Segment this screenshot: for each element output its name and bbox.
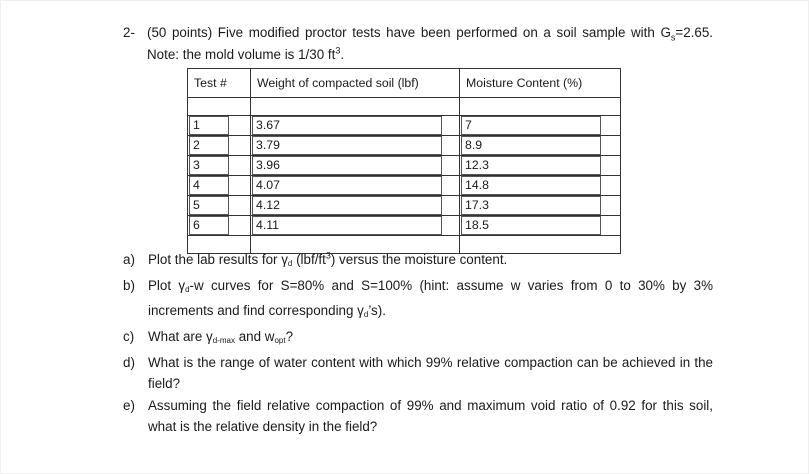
test-number-cell: 4: [189, 176, 229, 195]
sub-question-label: d): [123, 355, 135, 370]
table-row: [188, 216, 621, 236]
proctor-results-table: [187, 68, 621, 254]
table-row: [188, 196, 621, 216]
sub-question-label: a): [123, 252, 135, 267]
test-number-cell: 3: [189, 156, 229, 175]
moisture-cell: 12.3: [461, 156, 601, 175]
table-spacer-row: [188, 98, 621, 116]
table-row: [188, 136, 621, 156]
sub-question-d: d) What is the range of water content with which 99% relative compaction can be achieved in the field?: [123, 352, 713, 394]
weight-cell: 3.96: [252, 156, 442, 175]
specific-gravity-line: $G_s=2.65$. Note: the mold volume is 1/30 $ft^3$.: [147, 25, 713, 62]
weight-cell: 3.67: [252, 116, 442, 135]
sub-question-label: e): [123, 398, 135, 413]
table-header-row: [188, 69, 621, 98]
moisture-cell: 14.8: [461, 176, 601, 195]
table-row: [188, 116, 621, 136]
table-row: [188, 156, 621, 176]
header-weight: Weight of compacted soil (lbf): [251, 69, 460, 98]
header-test-number: Test #: [188, 69, 251, 98]
sub-question-e: e) Assuming the field relative compaction of 99% and maximum void ratio of 0.92 for this soil, what is the relative density in the field?: [123, 395, 713, 437]
test-number-cell: 1: [189, 116, 229, 135]
sub-question-b: b) Plot γd-w curves for S=80% and S=100% (hint: assume w varies from 0 to 30% by 3% increments and find corresponding γd’s).: [123, 275, 713, 325]
question-header: [123, 22, 713, 66]
weight-cell: 4.11: [252, 216, 442, 235]
sub-question-c: c) What are γd-max and wopt?: [123, 326, 713, 351]
question-number: 2-: [123, 25, 135, 40]
sub-question-label: b): [123, 278, 135, 293]
moisture-cell: 7: [461, 116, 601, 135]
sub-question-a: a) Plot the lab results for γd $(lbf/ft^3)$ versus the moisture content.: [123, 250, 508, 268]
weight-cell: 4.07: [252, 176, 442, 195]
weight-cell: 4.12: [252, 196, 442, 215]
header-moisture: Moisture Content (%): [460, 69, 621, 98]
moisture-cell: 17.3: [461, 196, 601, 215]
table-row: [188, 176, 621, 196]
moisture-cell: 18.5: [461, 216, 601, 235]
moisture-cell: 8.9: [461, 136, 601, 155]
weight-cell: 3.79: [252, 136, 442, 155]
test-number-cell: 6: [189, 216, 229, 235]
sub-questions-list: [123, 249, 713, 438]
test-number-cell: 2: [189, 136, 229, 155]
sub-question-label: c): [123, 329, 135, 344]
test-number-cell: 5: [189, 196, 229, 215]
question-intro: (50 points) Five modified proctor tests have been performed on a soil sample with $G_s=2.65$. Note: the mold volume is 1/30 $ft^3$.: [147, 25, 713, 62]
